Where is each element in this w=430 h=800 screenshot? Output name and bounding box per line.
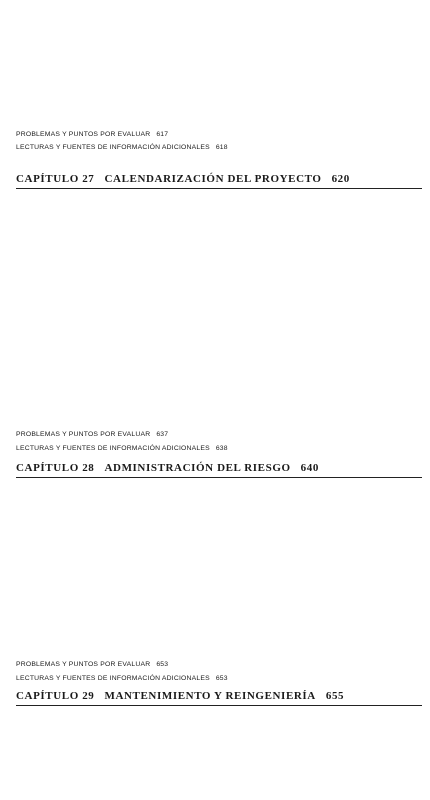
toc-item-text: LECTURAS Y FUENTES DE INFORMACIÓN ADICIONALES [16,675,210,682]
toc-item-page: 653 [215,675,228,682]
chapter-label: CAPÍTULO 27 [16,173,95,185]
toc-appendix-item [16,131,168,138]
chapter-page: 640 [300,462,319,474]
chapter-title: MANTENIMIENTO Y REINGENIERÍA [104,690,316,702]
toc-item-text: LECTURAS Y FUENTES DE INFORMACIÓN ADICIONALES [16,144,210,151]
toc-item-text: PROBLEMAS Y PUNTOS POR EVALUAR [16,431,151,438]
toc-item-page: 618 [215,144,228,151]
toc-item-text: LECTURAS Y FUENTES DE INFORMACIÓN ADICIONALES [16,445,210,452]
toc-item-text: PROBLEMAS Y PUNTOS POR EVALUAR [16,661,151,668]
chapter-page: 620 [331,173,350,185]
toc-item-page: 637 [156,431,169,438]
toc-appendix-item [16,144,228,151]
toc-item-page: 638 [215,445,228,452]
toc-item-page: 653 [156,661,169,668]
toc-appendix-item [16,431,168,438]
toc-item-page: 617 [156,131,169,138]
chapter-title: ADMINISTRACIÓN DEL RIESGO [104,462,291,474]
chapter-label: CAPÍTULO 29 [16,690,95,702]
chapter-heading [16,173,422,189]
chapter-page: 655 [325,690,345,702]
toc-appendix-item [16,445,228,452]
toc-appendix-item [16,675,228,682]
chapter-label: CAPÍTULO 28 [16,462,95,474]
chapter-title: CALENDARIZACIÓN DEL PROYECTO [104,173,322,185]
chapter-heading [16,690,422,706]
chapter-heading [16,462,422,478]
toc-appendix-item [16,661,168,668]
toc-item-text: PROBLEMAS Y PUNTOS POR EVALUAR [16,131,151,138]
